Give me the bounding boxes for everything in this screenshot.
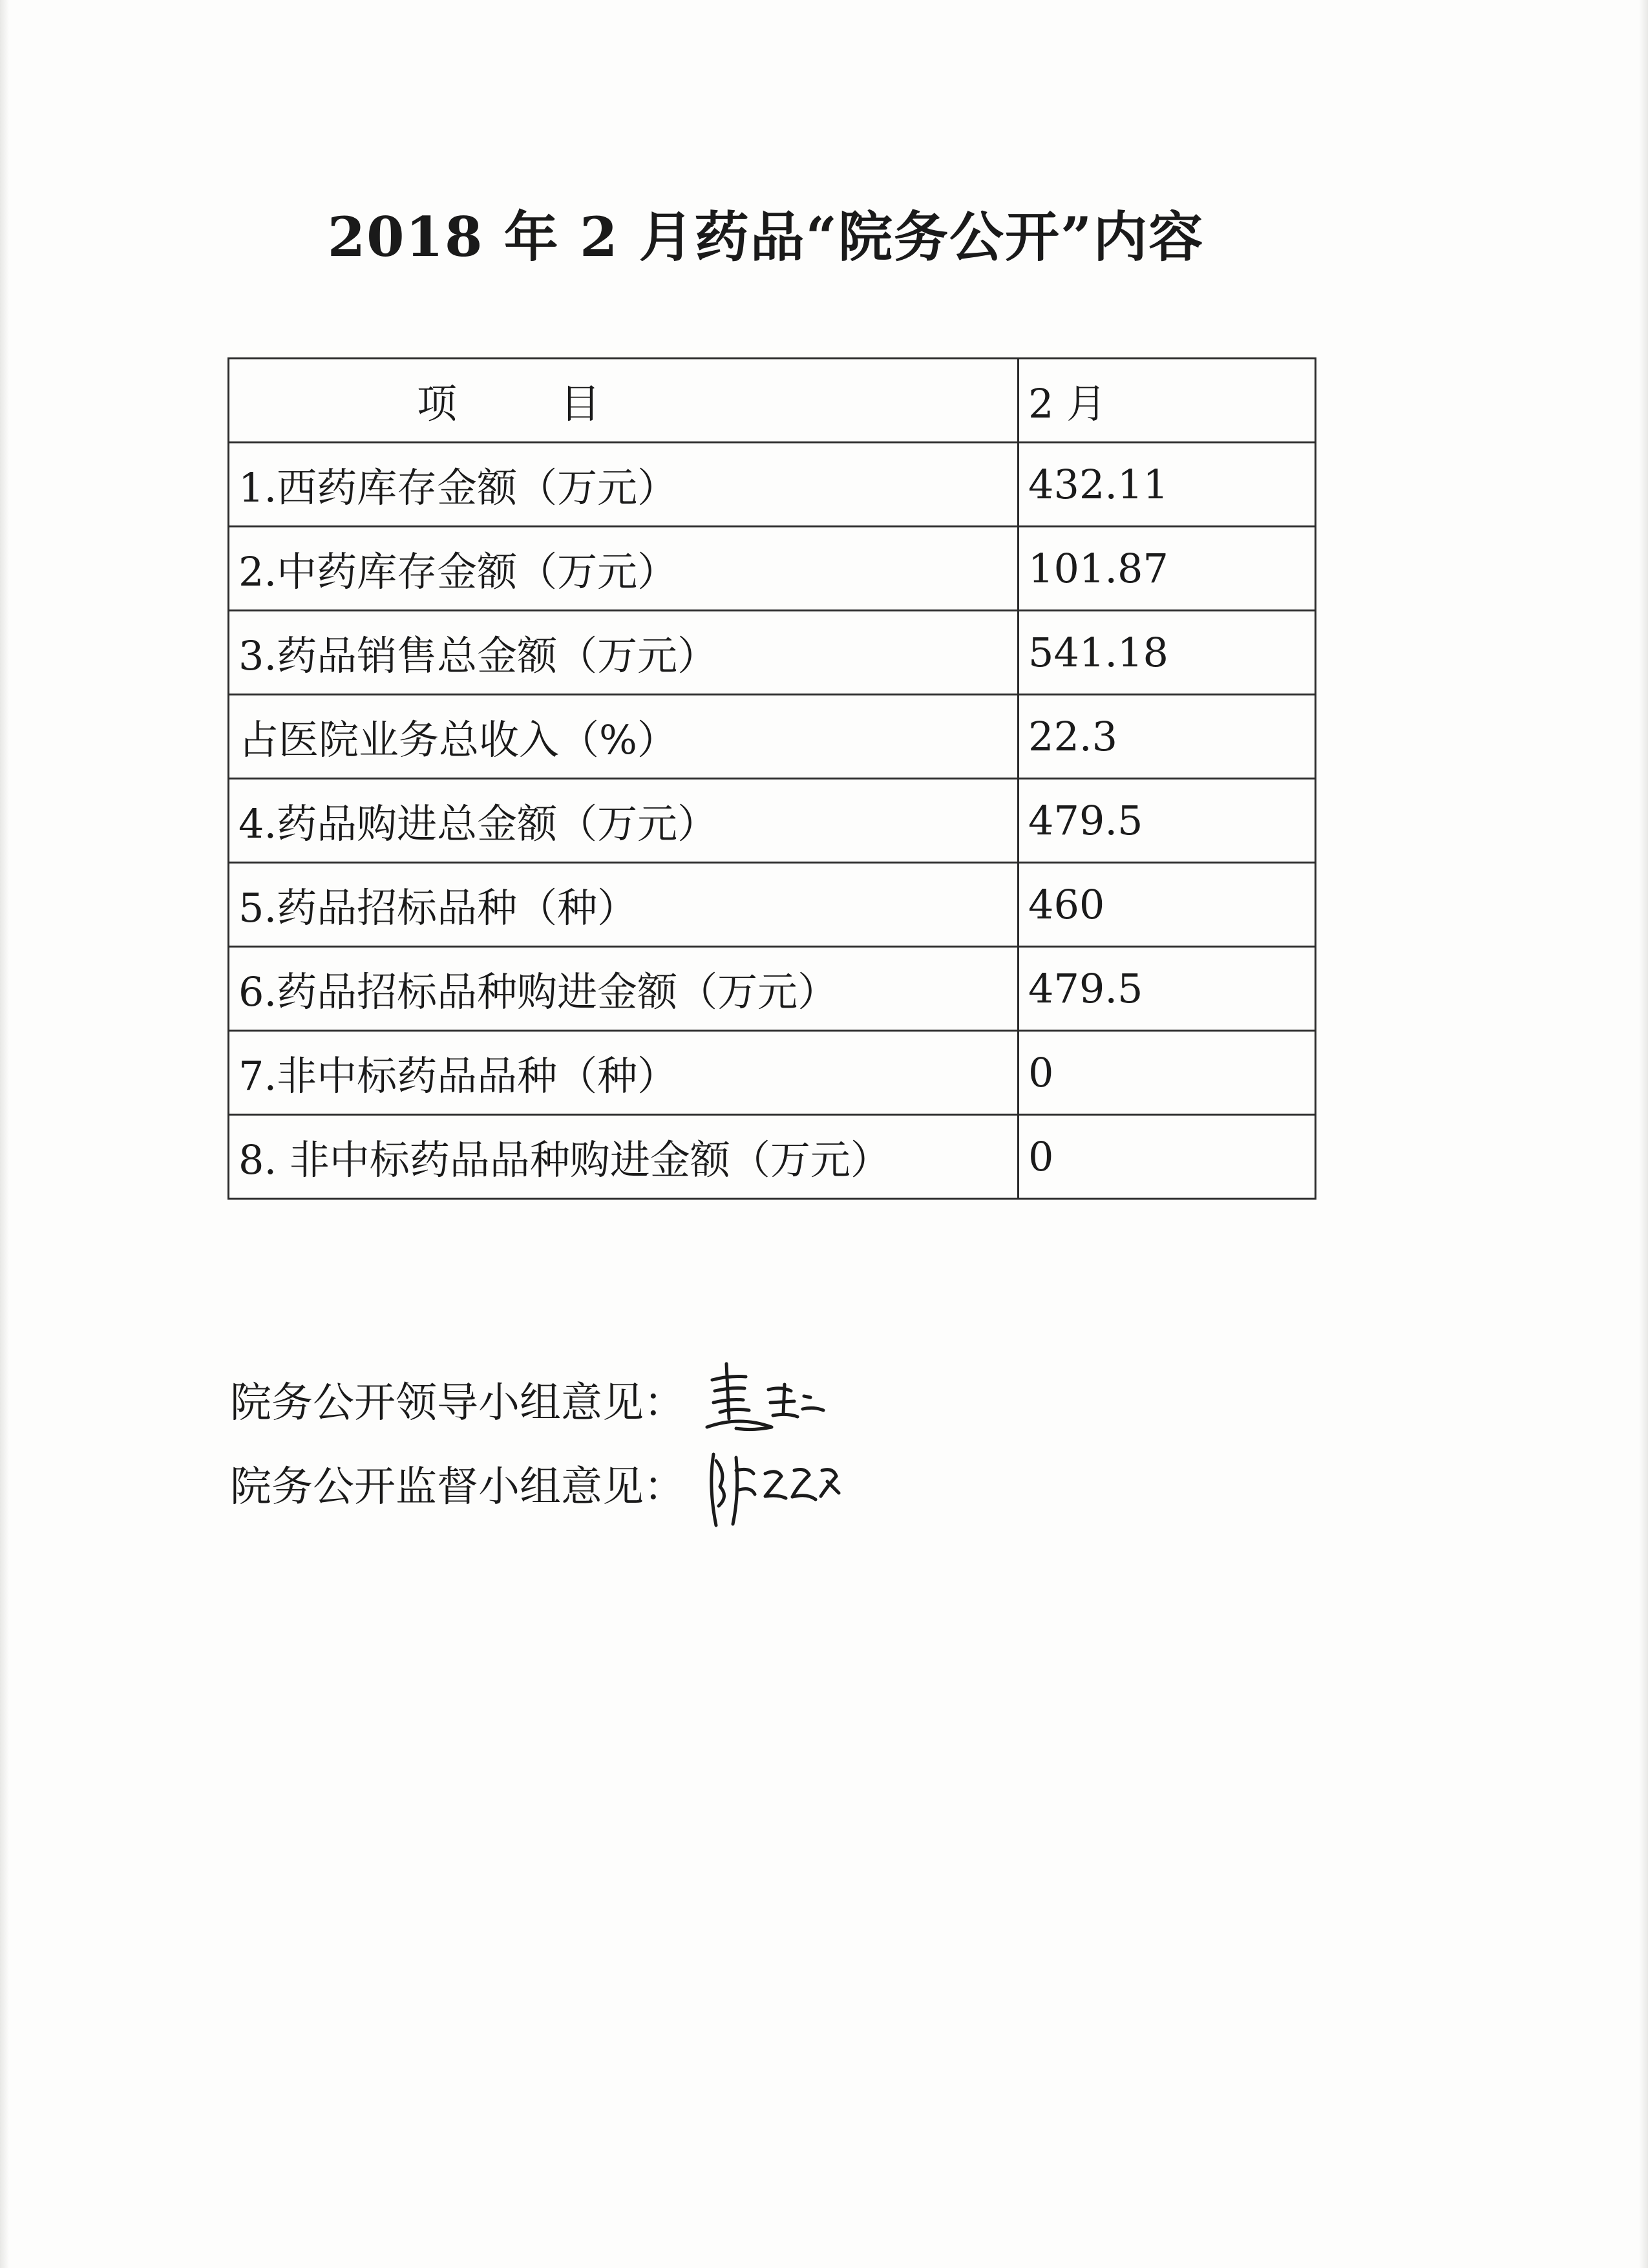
- row-value: 22.3: [1019, 695, 1316, 779]
- table-row: [229, 779, 1316, 863]
- row-value: 541.18: [1019, 611, 1316, 695]
- drug-disclosure-table: [227, 357, 1316, 1200]
- row-value: 101.87: [1019, 527, 1316, 611]
- column-header-month: 2 月: [1019, 359, 1316, 443]
- column-header-item: 项 目: [229, 359, 1019, 443]
- row-value: 432.11: [1019, 443, 1316, 527]
- row-label: 8. 非中标药品品种购进金额（万元）: [229, 1115, 1019, 1199]
- table-row: [229, 611, 1316, 695]
- table-row: [229, 1031, 1316, 1115]
- row-label: 1.西药库存金额（万元）: [229, 443, 1019, 527]
- scan-edge-right: [1639, 0, 1648, 2268]
- row-label: 4.药品购进总金额（万元）: [229, 779, 1019, 863]
- supervision-opinion-label: 院务公开监督小组意见：: [230, 1463, 685, 1511]
- opinions-section: [230, 1357, 843, 1525]
- row-value: 0: [1019, 1031, 1316, 1115]
- table-row: [229, 1115, 1316, 1199]
- supervision-signature-icon: [701, 1435, 843, 1532]
- row-value: 479.5: [1019, 947, 1316, 1031]
- row-label: 3.药品销售总金额（万元）: [229, 611, 1019, 695]
- row-value: 0: [1019, 1115, 1316, 1199]
- table-row: [229, 695, 1316, 779]
- row-label: 2.中药库存金额（万元）: [229, 527, 1019, 611]
- table-header-row: [229, 359, 1316, 443]
- page-title: 2018 年 2 月药品“院务公开”内容: [327, 205, 1205, 269]
- table-row: [229, 863, 1316, 947]
- leadership-signature-icon: [701, 1351, 843, 1448]
- table-row: [229, 527, 1316, 611]
- table-row: [229, 443, 1316, 527]
- supervision-opinion: [230, 1441, 843, 1525]
- leadership-opinion-label: 院务公开领导小组意见：: [230, 1379, 685, 1427]
- scan-edge-left: [0, 0, 9, 2268]
- table-row: [229, 947, 1316, 1031]
- row-label: 占医院业务总收入（%）: [229, 695, 1019, 779]
- row-label: 6.药品招标品种购进金额（万元）: [229, 947, 1019, 1031]
- row-value: 479.5: [1019, 779, 1316, 863]
- row-value: 460: [1019, 863, 1316, 947]
- row-label: 7.非中标药品品种（种）: [229, 1031, 1019, 1115]
- leadership-opinion: [230, 1357, 843, 1441]
- row-label: 5.药品招标品种（种）: [229, 863, 1019, 947]
